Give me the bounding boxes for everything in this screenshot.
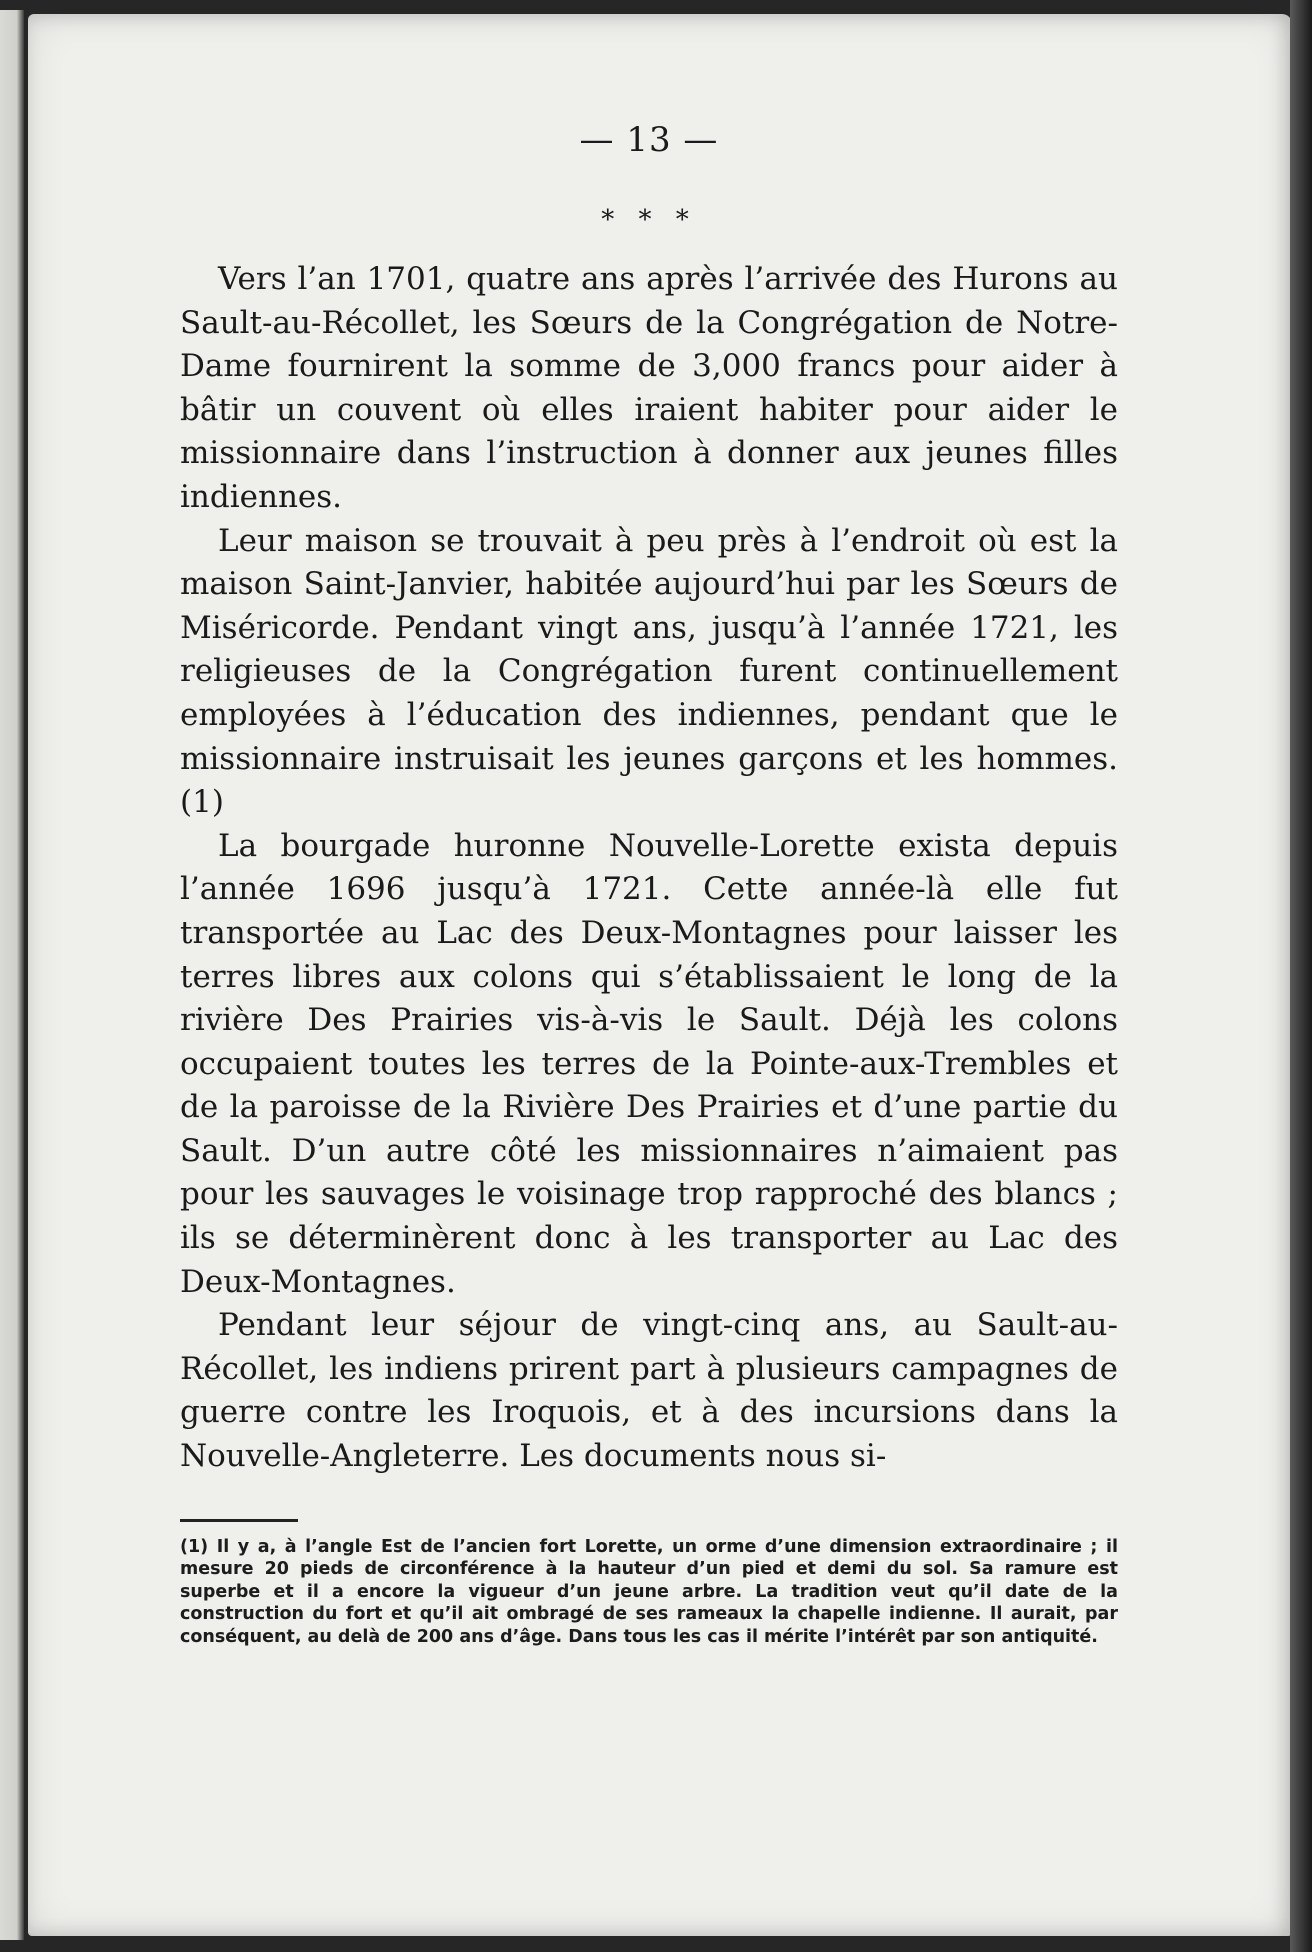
- paragraph-1: Vers l’an 1701, quatre ans après l’arrivée des Hurons au Sault-au-Récollet, les Sœurs de la Congrégation de Notre-Dame fournirent la somme de 3,000 francs pour aider à bâtir un couvent où elles iraient habiter pour aider le missionnaire dans l’instruction à donner aux jeunes filles indiennes.: [180, 261, 1118, 515]
- paragraph-4: Pendant leur séjour de vingt-cinq ans, au Sault-au-Récollet, les indiens prirent part à plusieurs campagnes de guerre contre les Iroquois, et à des incursions dans la Nouvelle-Angleterre. Les documents nous si-: [180, 1307, 1118, 1475]
- page-text: [180, 118, 1118, 1648]
- left-page-edge: [0, 10, 24, 1940]
- footnote: (1) Il y a, à l’angle Est de l’ancien fort Lorette, un orme d’une dimension extraordinaire ; il mesure 20 pieds de circonférence à la hauteur d’un pied et demi du sol. Sa ramure est superbe et il a encore la vigueur d’un jeune arbre. La tradition veut qu’il date de la construction du fort et qu’il ait ombragé de ses rameaux la chapelle indienne. Il aurait, par conséquent, au delà de 200 ans d’âge. Dans tous les cas il mérite l’intérêt par son antiquité.: [180, 1536, 1118, 1647]
- section-separator: * * *: [601, 205, 697, 235]
- page-number: — 13 —: [579, 120, 719, 160]
- binding-shadow: [1290, 0, 1312, 1952]
- paragraph-3: La bourgade huronne Nouvelle-Lorette exista depuis l’année 1696 jusqu’à 1721. Cette année-là elle fut transportée au Lac des Deux-Montagnes pour laisser les terres libres aux colons qui s’établissaient le long de la rivière Des Prairies vis-à-vis le Sault. Déjà les colons occupaient toutes les terres de la Pointe-aux-Trembles et de la paroisse de la Rivière Des Prairies et d’une partie du Sault. D’un autre côté les missionnaires n’aimaient pas pour les sauvages le voisinage trop rapproché des blancs ; ils se déterminèrent donc à les transporter au Lac des Deux-Montagnes.: [180, 827, 1118, 1300]
- paragraph-2: Leur maison se trouvait à peu près à l’endroit où est la maison Saint-Janvier, habitée aujourd’hui par les Sœurs de Miséricorde. Pendant vingt ans, jusqu’à l’année 1721, les religieuses de la Congrégation furent continuellement employées à l’éducation des indiennes, pendant que le missionnaire instruisait les jeunes garçons et les hommes. (1): [180, 522, 1118, 821]
- footnote-rule: [180, 1519, 298, 1522]
